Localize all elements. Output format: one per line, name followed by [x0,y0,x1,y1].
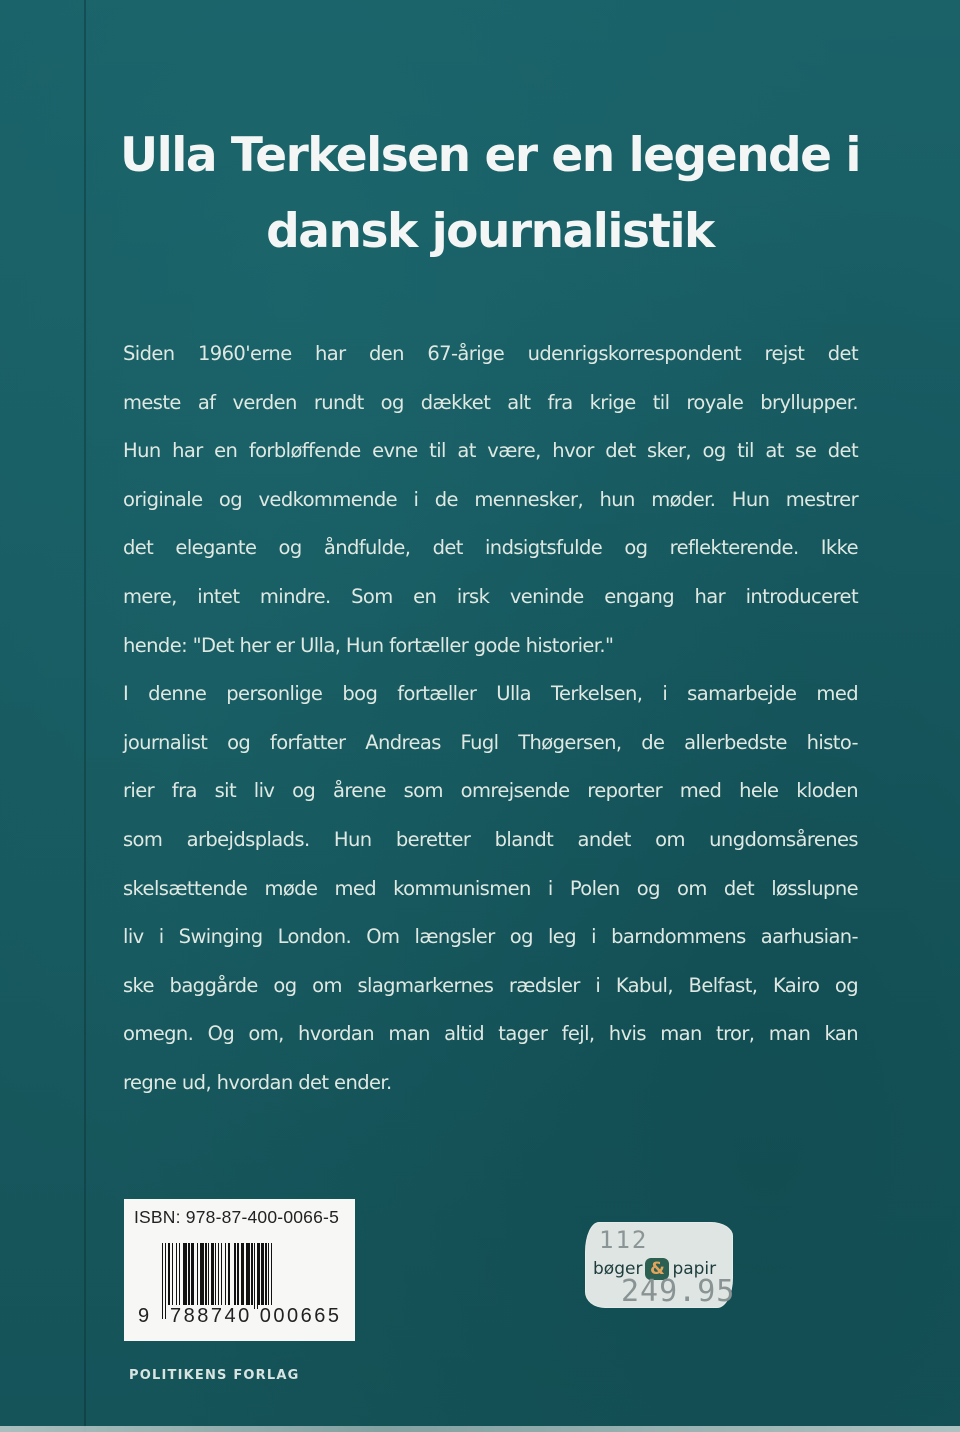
spine-crease [84,0,86,1432]
blurb-line: originale og vedkommende i de mennesker, hun møder. Hun mestrer [123,487,858,511]
blurb-line: liv i Swinging London. Om længsler og leg i barndommens aarhusian- [123,925,858,949]
blurb-line: meste af verden rundt og dækket alt fra krige til royale bryllupper. [123,390,858,414]
store-logo-left: bøger [593,1259,643,1279]
blurb-line: omegn. Og om, hvordan man altid tager fejl, hvis man tror, man kan [123,1022,858,1046]
sticker-stamp-code: 112 [599,1226,649,1254]
blurb-line: skelsættende møde med kommunismen i Polen og om det løsslupne [123,876,858,900]
isbn-label: ISBN: 978-87-400-0066-5 [134,1207,340,1227]
ampersand-icon: & [645,1258,669,1280]
blurb-line: journalist og forfatter Andreas Fugl Thøgersen, de allerbedste histo- [123,730,858,754]
blurb-line: Siden 1960'erne har den 67-årige udenrigskorrespondent rejst det [123,342,858,365]
barcode-digits [138,1305,348,1328]
headline-line: Ulla Terkelsen er en legende i [119,128,861,183]
blurb-line: I denne personlige bog fortæller Ulla Terkelsen, i samarbejde med [123,682,858,706]
blurb-line: rier fra sit liv og årene som omrejsende reporter med hele kloden [123,779,858,803]
blurb-line: det elegante og åndfulde, det indsigtsfulde og reflekterende. Ikke [123,536,858,560]
blurb-line: Hun har en forbløffende evne til at være, hvor det sker, og til at se det [123,439,858,463]
headline [100,118,880,270]
publisher-name: POLITIKENS FORLAG [129,1368,300,1383]
headline-line: dansk journalistik [266,204,714,259]
blurb-line: mere, intet mindre. Som en irsk veninde engang har introduceret [123,584,858,608]
blurb-line: ske baggårde og om slagmarkernes rædsler i Kabul, Belfast, Kairo og [123,973,858,997]
price-sticker [585,1222,736,1309]
barcode-digits-left: 788740 [170,1305,252,1327]
blurb-line: hende: "Det her er Ulla, Hun fortæller gode historier." [123,633,614,657]
isbn-barcode [124,1199,355,1341]
store-logo-right: papir [672,1259,717,1279]
blurb-line: som arbejdsplads. Hun beretter blandt andet om ungdomsårenes [123,827,858,851]
price-stamp: 249.95 [621,1274,736,1309]
barcode-digits-right: 000665 [259,1305,342,1327]
cover-bottom-edge [0,1426,960,1432]
barcode-digit-first: 9 [138,1305,150,1327]
blurb-text [123,330,858,1108]
blurb-line: regne ud, hvordan det ender. [123,1070,392,1094]
